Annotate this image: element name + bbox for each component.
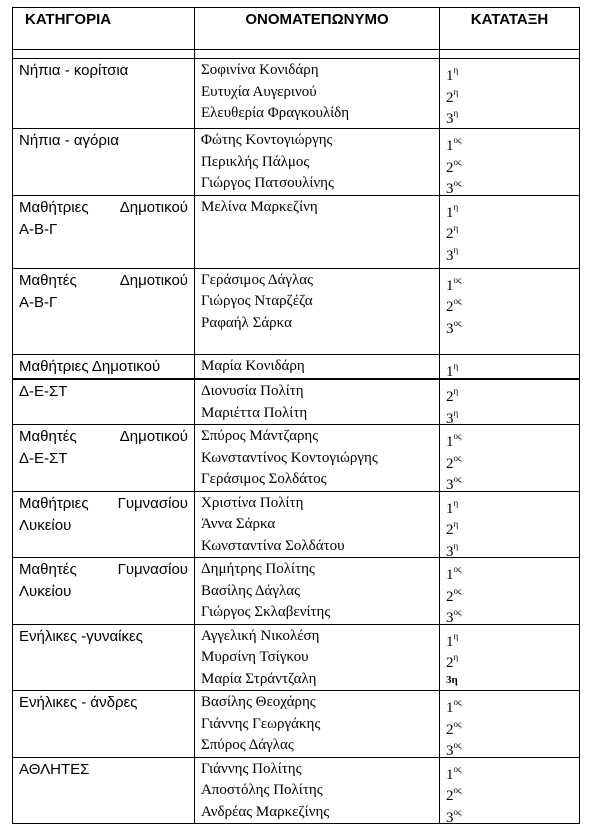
rank-value [446,714,573,736]
header-category: ΚΑΤΗΓΟΡΙΑ [13,8,195,50]
category-cell [13,195,195,268]
rank-number: 1 [446,567,454,583]
rank-number: 1 [446,363,454,380]
rank-number: 1 [446,204,454,221]
rank-value [446,759,573,781]
rank-suffix: ος [453,585,462,596]
rank-number: 1 [446,766,454,783]
athlete-name: Φώτης Κοντογιώργης [201,132,333,148]
category-word: Μαθήτριες [19,198,89,216]
athlete-name: Γιάννης Γεωργάκης [201,715,321,732]
rank-suffix: ος [453,806,462,817]
table-row [13,268,580,354]
athlete-name: Βασίλης Δάγλας [201,582,301,599]
rank-number: 2 [446,389,454,405]
athlete-name: Μαριέττα Πολίτη [201,404,308,421]
athlete-name: Γιώργος Νταρζέζα [201,293,313,309]
rank-value [446,647,573,669]
category-word: Μαθητές [19,428,77,445]
names-cell [195,354,440,378]
category-cell [13,354,195,378]
table-row [13,757,580,824]
rank-suffix: ος [453,740,462,750]
athlete-name: Γεράσιμος Σολδάτος [201,471,327,487]
table-row [13,195,580,268]
rank-suffix: η [453,360,459,371]
rank-suffix: ος [453,607,462,617]
category-line: ΑΘΛΗΤΕΣ [19,760,90,778]
rank-cell [440,491,580,558]
table-row [13,624,580,691]
rank-value [446,356,573,378]
rank-suffix: η [453,201,459,212]
athlete-name [201,240,433,262]
athlete-name: Γιώργος Σκλαβενίτης [201,604,331,620]
rank-number: 2 [446,721,454,738]
rank-number: 2 [446,159,454,176]
names-cell [195,59,440,129]
athlete-name: Ανδρέας Μαρκεζίνης [201,803,330,820]
rank-suffix: ος [453,274,462,285]
rank-suffix: η [453,407,459,418]
rank-number: 3 [446,743,454,759]
rank-value [446,802,573,824]
rank-value [446,669,573,691]
athlete-name: Βασίλης Θεοχάρης [201,694,316,710]
names-cell [195,380,440,425]
rank-number: 2 [446,588,454,605]
names-cell [195,558,440,625]
category-line: Α-Β-Γ [19,293,58,311]
rank-suffix: η [453,108,459,118]
athlete-name: Περικλής Πάλμος [201,153,310,170]
rank-value [446,469,573,491]
rank-suffix: η [453,244,459,255]
names-cell [195,624,440,691]
athlete-name [201,218,433,240]
rank-value [446,381,573,403]
rank-number: 3 [446,809,454,826]
names-cell [195,195,440,268]
rank-value [446,780,573,802]
category-line: Α-Β-Γ [19,220,58,238]
category-word: Μαθητές [19,271,77,289]
athlete-name: Άννα Σάρκα [201,516,276,532]
athlete-name: Κωνσταντίνος Κοντογιώργης [201,449,378,466]
rank-value [446,581,573,603]
athlete-name: Μαρία Στράντζαλη [201,670,317,687]
athlete-name: Διονυσία Πολίτη [201,383,304,399]
category-line: Δ-Ε-ΣΤ [19,383,68,400]
rank-number: 2 [446,299,454,315]
rank-suffix: η [453,519,459,529]
athlete-name: Αποστόλης Πολίτης [201,782,323,798]
rank-number: 3 [446,320,454,337]
category-cell [13,129,195,196]
results-table-page1 [12,7,580,379]
rank-number: 3 [446,111,454,127]
category-line: Δ-Ε-ΣΤ [19,450,68,467]
table-row [13,558,580,625]
rank-suffix: ος [453,431,462,441]
rank-suffix: ος [453,474,462,484]
category-cell [13,425,195,492]
rank-suffix: ος [453,296,462,306]
athlete-name: Δημήτρης Πολίτης [201,561,315,577]
category-word: Δημοτικού [119,271,188,289]
names-cell [195,129,440,196]
rank-value [446,60,573,82]
rank-value [446,426,573,448]
rank-number: 3 [446,543,454,560]
header-row [13,8,580,50]
rank-suffix: η [453,223,459,233]
rank-number: 2 [446,655,454,671]
rank-number: 2 [446,788,454,804]
header-rank: ΚΑΤΑΤΑΞΗ [440,8,580,50]
rank-value [446,493,573,515]
category-word: Μαθήτριες [19,494,89,512]
category-line: Ενήλικες -γυναίκες [19,627,143,645]
rank-suffix: η [453,65,459,75]
rank-suffix: ος [453,135,462,145]
athlete-name: Σοφινίνα Κονιδάρη [201,62,319,78]
names-cell [195,691,440,758]
header-name: ΟΝΟΜΑΤΕΠΩΝΥΜΟ [195,8,440,50]
rank-value [446,270,573,292]
rank-suffix: ος [453,718,462,729]
names-cell [195,757,440,824]
rank-suffix: ος [453,317,462,328]
rank-number: 1 [446,68,454,84]
category-line: Νήπια - αγόρια [19,132,119,149]
spacer-row [13,50,580,59]
athlete-name: Μαρία Κονιδάρη [201,357,305,374]
rank-number: 1 [446,700,454,716]
category-cell [13,268,195,354]
rank-value [446,291,573,313]
athlete-name: Ευτυχία Αυγερινού [201,83,317,100]
rank-cell [440,558,580,625]
rank-value [446,103,573,125]
athlete-name: Ελευθερία Φραγκουλίδη [201,105,350,121]
rank-cell [440,624,580,691]
category-line: Νήπια - κορίτσια [19,62,129,79]
rank-number: 3 [446,477,454,493]
category-cell [13,380,195,425]
table-row [13,491,580,558]
rank-suffix: η [453,652,459,662]
category-word: Δημοτικού [119,198,188,216]
rank-suffix: ος [453,564,462,574]
rank-number: 3 [446,410,454,427]
category-line [19,426,188,448]
athlete-name: Μυρσίνη Τσίγκου [201,649,309,665]
category-word: Γυμνασίου [117,494,188,512]
category-cell [13,624,195,691]
rank-value [446,82,573,104]
table-row [13,129,580,196]
results-table-page2 [12,379,580,824]
rank-value [446,735,573,757]
rank-number: 2 [446,455,454,472]
rank-number: 2 [446,522,454,538]
category-line [19,493,188,515]
category-line: Μαθήτριες Δημοτικού [19,357,161,375]
rank-suffix: η [453,386,459,396]
names-cell [195,425,440,492]
rank-number: 1 [446,138,454,154]
rank-value [446,626,573,648]
rank-value [446,692,573,714]
rank-value [446,197,573,219]
rank-cell [440,757,580,824]
table-row [13,425,580,492]
rank-value [446,403,573,425]
rank-number: 1 [446,277,454,294]
category-cell [13,491,195,558]
rank-value [446,240,573,262]
rank-suffix: ος [453,697,462,707]
rank-cell [440,268,580,354]
rank-value [446,130,573,152]
rank-cell [440,380,580,425]
rank-number: 2 [446,89,454,106]
rank-number: 2 [446,226,454,242]
category-word: Δημοτικού [119,428,188,445]
rank-suffix: η [453,497,459,508]
rank-suffix: ος [453,178,462,188]
rank-suffix: ος [453,452,462,463]
rank-number: 1 [446,633,454,650]
rank-suffix: ος [453,763,462,774]
rank-cell [440,691,580,758]
rank-cell [440,129,580,196]
rank-number: 3η [446,673,458,686]
category-line: Ενήλικες - άνδρες [19,694,138,711]
rank-cell [440,425,580,492]
rank-suffix: ος [453,785,462,795]
category-cell [13,757,195,824]
rank-value [446,514,573,536]
rank-number: 1 [446,500,454,517]
category-word: Γυμνασίου [117,561,188,578]
category-line: Λυκείου [19,516,72,534]
rank-value [446,602,573,624]
athlete-name: Αγγελική Νικολέση [201,627,320,644]
category-line [19,197,188,219]
athlete-name: Κωνσταντίνα Σολδάτου [201,537,345,554]
table-row [13,380,580,425]
rank-value [446,218,573,240]
table-row [13,691,580,758]
rank-cell [440,354,580,378]
rank-cell [440,59,580,129]
athlete-name: Σπύρος Μάντζαρης [201,428,319,444]
rank-value [446,313,573,335]
athlete-name: Γιάννης Πολίτης [201,760,302,777]
athlete-name: Γεράσιμος Δάγλας [201,271,314,288]
category-line [19,270,188,292]
rank-number: 3 [446,181,454,197]
names-cell [195,268,440,354]
athlete-name: Χριστίνα Πολίτη [201,494,304,511]
athlete-name: Σπύρος Δάγλας [201,737,294,753]
rank-suffix: ος [453,156,462,167]
rank-suffix: η [453,86,459,97]
category-word: Μαθητές [19,561,77,578]
rank-value [446,536,573,558]
rank-value [446,173,573,195]
category-line: Λυκείου [19,583,72,600]
rank-value [446,152,573,174]
category-cell [13,59,195,129]
athlete-name: Μελίνα Μαρκεζίνη [201,198,318,215]
table-row [13,354,580,378]
rank-suffix: η [453,630,459,641]
rank-number: 3 [446,247,454,264]
rank-suffix: η [453,540,459,551]
rank-cell [440,195,580,268]
athlete-name: Ραφαήλ Σάρκα [201,314,292,331]
rank-value [446,448,573,470]
athlete-name: Γιώργος Πατσουλίνης [201,175,334,191]
rank-value [446,559,573,581]
rank-number: 3 [446,610,454,626]
rank-number: 1 [446,434,454,450]
names-cell [195,491,440,558]
category-cell [13,691,195,758]
table-row [13,59,580,129]
category-cell [13,558,195,625]
category-line [19,559,188,581]
